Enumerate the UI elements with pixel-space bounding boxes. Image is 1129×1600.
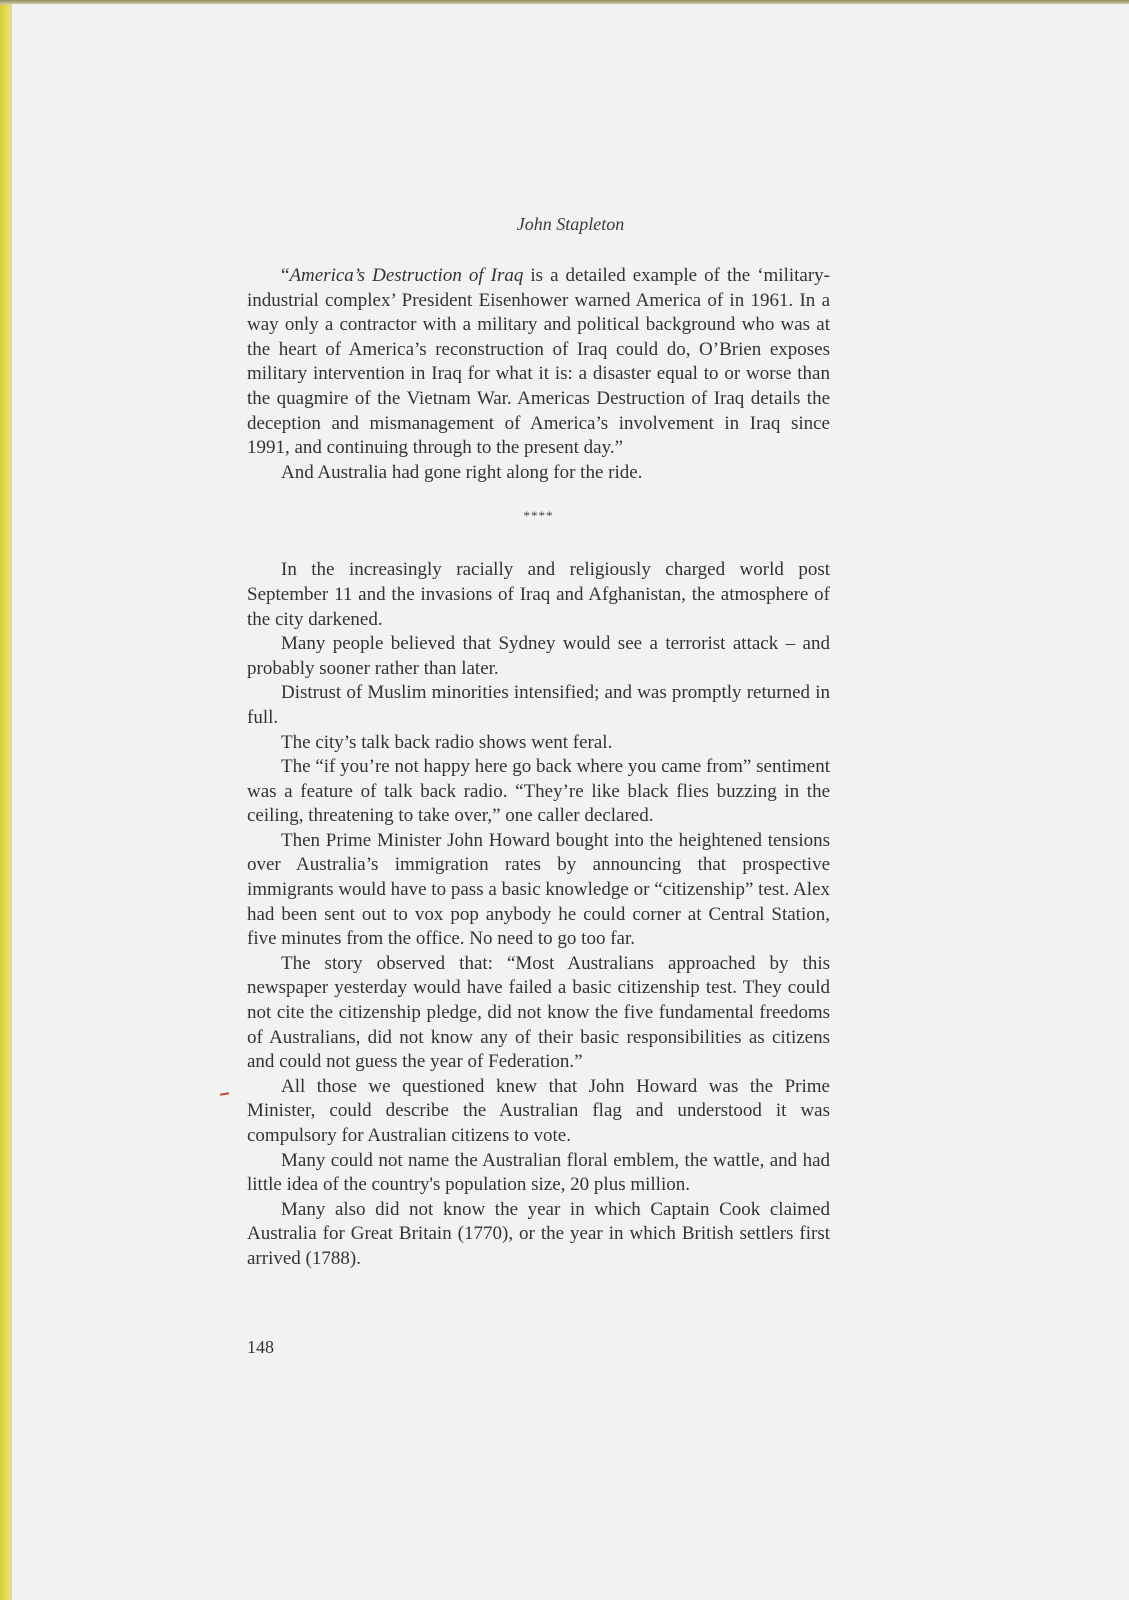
paragraph: In the increasingly racially and religiously charged world post September 11 and the invasions of Iraq and Afghanistan, the atmosphere of the city darkened. [247,559,830,630]
paragraph: Distrust of Muslim minorities intensified; and was promptly returned in full. [247,682,830,728]
quote-open-mark: “ [281,265,290,286]
quote-paragraph [247,264,830,461]
paragraph: The story observed that: “Most Australians approached by this newspaper yesterday would have failed a basic citizenship test. They could not cite the citizenship pledge, did not know the five fundamental freedoms of Australians, did not know any of their basic responsibilities as citizens and could not guess the year of Federation.” [247,952,830,1073]
paragraph: Many people believed that Sydney would see a terrorist attack – and probably sooner rather than later. [247,633,830,679]
section-separator: **** [523,508,554,524]
paragraph-australia-ride: And Australia had gone right along for the ride. [281,461,643,483]
body-text [247,264,830,1272]
book-page [12,4,1129,1600]
book-title: America’s Destruction of Iraq [289,265,524,286]
paragraph: All those we questioned knew that John Howard was the Prime Minister, could describe the Australian flag and understood it was compulsory for Australian citizens to vote. [247,1075,830,1146]
page-number: 148 [247,1337,274,1357]
paragraph: The city’s talk back radio shows went feral. [281,731,613,753]
paragraph: The “if you’re not happy here go back where you came from” sentiment was a feature of talk back radio. “They’re like black flies buzzing in the ceiling, threatening to take over,” one caller declared. [247,756,830,827]
paragraph: Then Prime Minister John Howard bought into the heightened tensions over Australia’s immigration rates by announcing that prospective immigrants would have to pass a basic knowledge or “citizenship” test. Alex had been sent out to vox pop anybody he could corner at Central Station, five minutes from the office. No need to go too far. [247,829,830,950]
paragraph: Many also did not know the year in which Captain Cook claimed Australia for Great Britain (1770), or the year in which British settlers first arrived (1788). [247,1198,830,1269]
running-header: John Stapleton [516,214,625,234]
paragraph: Many could not name the Australian floral emblem, the wattle, and had little idea of the country's population size, 20 plus million. [247,1149,830,1196]
quote-text: is a detailed example of the ‘military-industrial complex’ President Eisenhower warned America of in 1961. In a way only a contractor with a military and political background who was at the heart of America’s reconstruction of Iraq could do, O’Brien exposes military intervention in Iraq for what it is: a disaster equal to or worse than the quagmire of the Vietnam War. Americas Destruction of Iraq details the deception and mismanagement of America’s involvement in Iraq since 1991, and continuing through to the present day.” [247,265,830,459]
